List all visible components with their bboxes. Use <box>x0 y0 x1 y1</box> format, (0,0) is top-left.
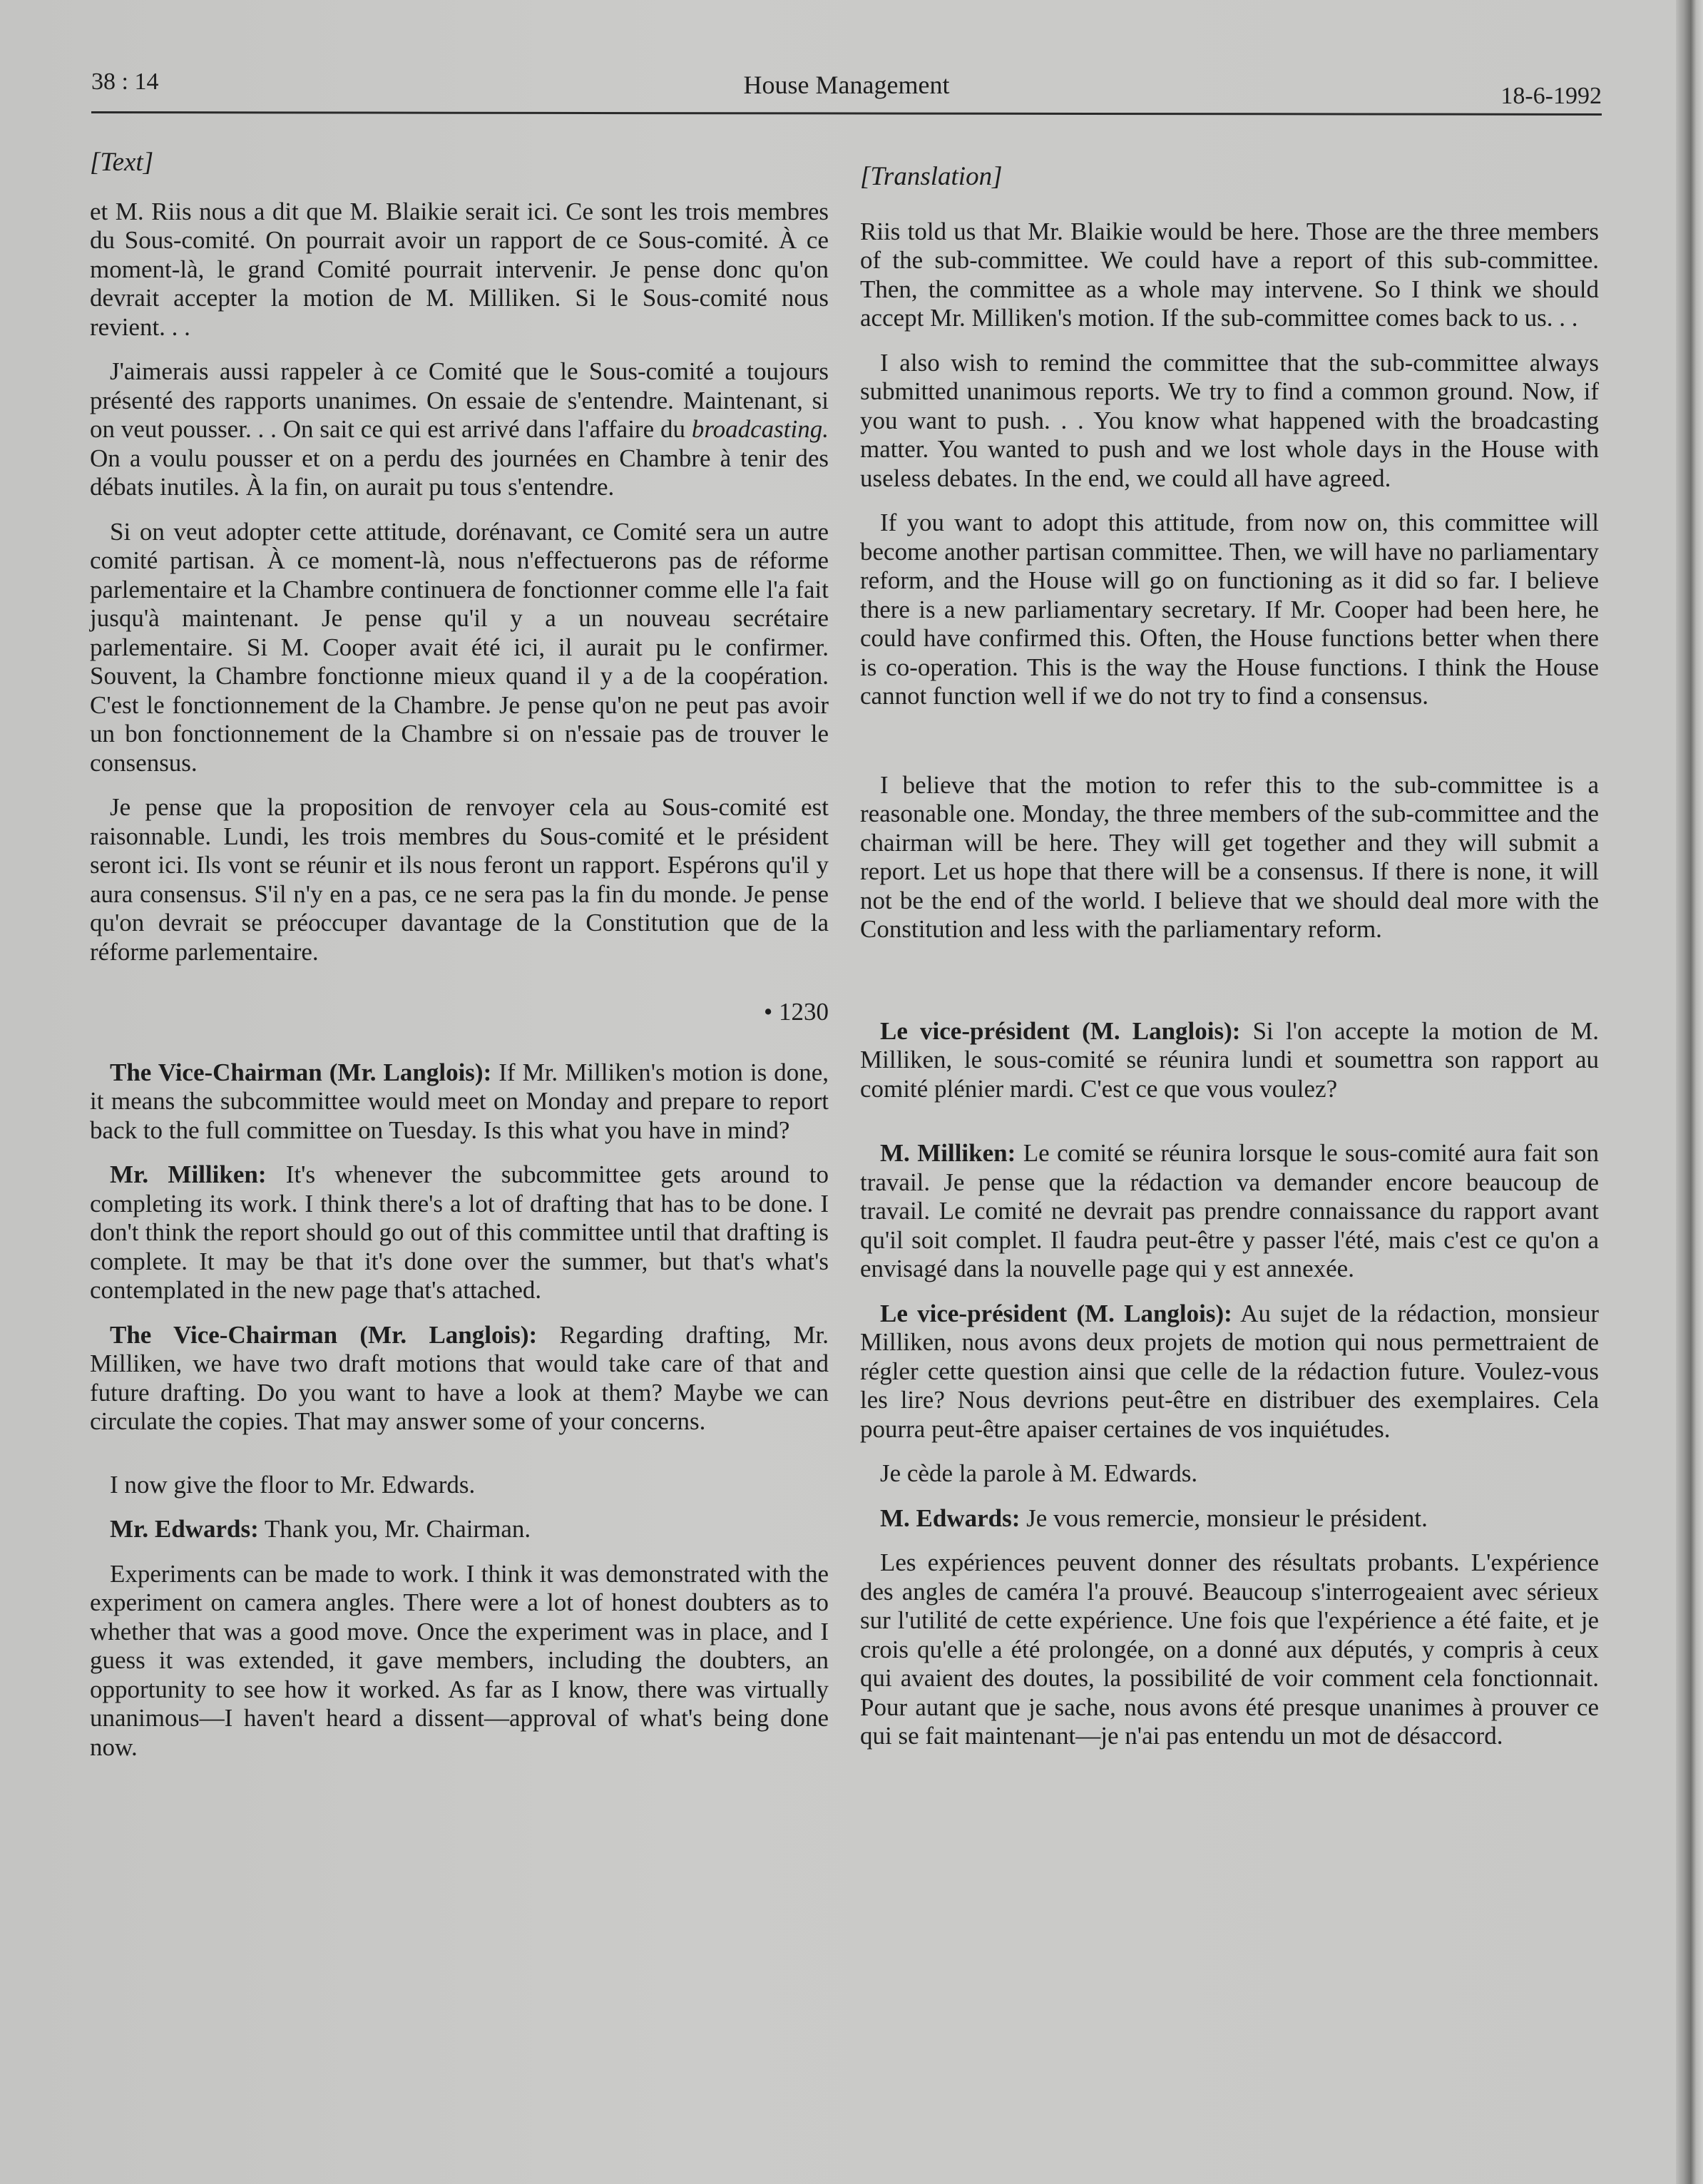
speaker-name: Mr. Milliken: <box>110 1160 267 1188</box>
text-run: On a voulu pousser et on a perdu des journées en Chambre à tenir des débats inutiles. À la fin, on aurait pu tous s'entendre. <box>90 444 829 501</box>
paragraph: I believe that the motion to refer this to the sub-committee is a reasonable one. Monday, the three members of the sub-committee and the chairman will be here. They will get together and they will submit a report. Let us hope that there will be a consensus. If there is none, it will not be the end of the world. I believe that we should deal more with the Constitution and less with the parliamentary reform. <box>860 770 1599 943</box>
speech-text: If Mr. Milliken's motion is done, it means the subcommittee would meet on Monday and prepare to report back to the full committee on Tuesday. Is this what you have in mind? <box>90 1058 829 1144</box>
paragraph: Les expériences peuvent donner des résultats probants. L'expérience des angles de caméra l'a prouvé. Beaucoup s'interrogeaient avec sérieux sur l'utilité de cette expérience. Une fois que l'expérience a été faite, et je crois qu'elle a été prolongée, on a donné aux députés, y compris à ceux qui avaient des doutes, la possibilité de voir comment cela fonctionnait. Pour autant que je sache, nous avons été presque unanimes à prouver ce qui se fait maintenant—je n'ai pas entendu un mot de désaccord. <box>860 1548 1599 1750</box>
speech-text: It's whenever the subcommittee gets around to completing its work. I think there's a lot of drafting that has to be done. I don't think the report should go out of this committee until that drafting is complete. It may be that it's done over the summer, but that's what's contemplated in the new page that's attached. <box>90 1160 829 1304</box>
speech <box>860 1300 1599 1444</box>
speaker-name: M. Milliken: <box>880 1139 1016 1167</box>
page-reference: 38 : 14 <box>91 68 159 95</box>
speech <box>90 1515 829 1544</box>
speech <box>860 1017 1599 1104</box>
speech-text: Le comité se réunira lorsque le sous-comité aura fait son travail. Je pense que la rédaction va demander encore beaucoup de travail. Le comité ne devrait pas prendre connaissance du rapport avant qu'il soit complet. Il faudra peut-être y passer l'été, mais c'est ce qu'on a envisagé dans la nouvelle page qui y est annexée. <box>860 1139 1599 1282</box>
speaker-name: Le vice-président (M. Langlois): <box>880 1299 1232 1327</box>
paragraph: Je cède la parole à M. Edwards. <box>880 1459 1198 1487</box>
paragraph: I also wish to remind the committee that the sub-committee always submitted unanimous reports. We try to find a common ground. Now, if you want to push. . . You know what happened with the broadcasting matter. You wanted to push and we lost whole days in the House with useless debates. In the end, we could all have agreed. <box>860 348 1599 492</box>
date: 18-6-1992 <box>1500 83 1602 109</box>
speaker-name: Mr. Edwards: <box>110 1515 259 1543</box>
speech-text: Au sujet de la rédaction, monsieur Milliken, nous avons deux projets de motion qui nous permettraient de régler cette question ainsi que celle de la rédaction future. Voulez-vous les lire? Nous devrions peut-être en distribuer des exemplaires. Cela pourra peut-être apaiser certaines de vos inquiétudes. <box>860 1299 1599 1443</box>
paragraph: If you want to adopt this attitude, from now on, this committee will become another partisan committee. Then, we will have no parliamentary reform, and the House will go on functioning as it did so far. I believe there is a new parliamentary secretary. If Mr. Cooper had been here, he could have confirmed this. Often, the House functions better when there is co-operation. This is the way the House functions. I think the House cannot function well if we do not try to find a consensus. <box>860 509 1599 710</box>
left-column <box>90 148 829 1777</box>
paragraph: Si on veut adopter cette attitude, dorénavant, ce Comité sera un autre comité partisan. À ce moment-là, nous n'effectuerons pas de réforme parlementaire et la Chambre continuera de fonctionner comme elle l'a fait jusqu'à maintenant. Je pense qu'il y a un nouveau secrétaire parlementaire. Si M. Cooper avait été ici, il aurait pu le confirmer. Souvent, la Chambre fonctionne mieux quand il y a de la coopération. C'est le fonctionnement de la Chambre. Je pense qu'on ne peut pas avoir un bon fonctionnement de la Chambre si on n'essaie pas de trouver le consensus. <box>90 517 829 777</box>
paragraph <box>90 357 829 502</box>
speech-text: Thank you, Mr. Chairman. <box>258 1515 531 1543</box>
text-tag: [Text] <box>90 148 154 177</box>
paragraph: Riis told us that Mr. Blaikie would be here. Those are the three members of the sub-committee. We could have a report of this sub-committee. Then, the committee as a whole may intervene. So I think we should accept Mr. Milliken's motion. If the sub-committee comes back to us. . . <box>860 217 1599 332</box>
speaker-name: The Vice-Chairman (Mr. Langlois): <box>110 1058 492 1086</box>
speech <box>90 1160 829 1305</box>
speech-text: Je vous remercie, monsieur le président. <box>1020 1504 1428 1532</box>
paragraph: et M. Riis nous a dit que M. Blaikie serait ici. Ce sont les trois membres du Sous-comité. On pourrait avoir un rapport de ce Sous-comité. À ce moment-là, le grand Comité pourrait intervenir. Je pense donc qu'on devrait accepter la motion de M. Milliken. Si le Sous-comité nous revient. . . <box>90 197 829 341</box>
speech-text: Regarding drafting, Mr. Milliken, we have two draft motions that would take care of that and future drafting. Do you want to have a look at them? Maybe we can circulate the copies. That may answer some of your concerns. <box>90 1320 829 1435</box>
speaker-name: M. Edwards: <box>880 1504 1021 1532</box>
timestamp: • 1230 <box>763 998 829 1026</box>
paragraph: I now give the floor to Mr. Edwards. <box>110 1470 476 1499</box>
running-title: House Management <box>743 71 950 99</box>
speaker-name: The Vice-Chairman (Mr. Langlois): <box>110 1320 538 1349</box>
page-header <box>91 68 1602 116</box>
paragraph: Experiments can be made to work. I think it was demonstrated with the experiment on camera angles. There were a lot of honest doubters as to whether that was a good move. Once the experiment was in place, and I guess it was extended, it gave members, including the doubters, an opportunity to see how it worked. As far as I know, there was virtually unanimous—I haven't heard a dissent—approval of what's being done now. <box>90 1559 829 1761</box>
right-column <box>860 163 1599 1767</box>
paragraph: Je pense que la proposition de renvoyer cela au Sous-comité est raisonnable. Lundi, les trois membres du Sous-comité et le président seront ici. Ils vont se réunir et ils nous feront un rapport. Espérons qu'il y aura consensus. S'il n'y en a pas, ce ne sera pas la fin du monde. Je pense qu'on devrait se préoccuper davantage de la Constitution que de la réforme parlementaire. <box>90 793 829 966</box>
binding-edge <box>1676 0 1703 2184</box>
speech <box>860 1504 1599 1534</box>
speech <box>90 1321 829 1437</box>
speaker-name: Le vice-président (M. Langlois): <box>880 1016 1241 1045</box>
text-run: J'aimerais aussi rappeler à ce Comité que le Sous-comité a toujours présenté des rapports unanimes. On essaie de s'entendre. Maintenant, si on veut pousser. . . On sait ce qui est arrivé dans l'affaire du <box>90 357 829 443</box>
speech-text: Si l'on accepte la motion de M. Milliken, le sous-comité se réunira lundi et soumettra son rapport au comité plénier mardi. C'est ce que vous voulez? <box>860 1016 1599 1103</box>
speech <box>90 1058 829 1145</box>
speech <box>860 1139 1599 1284</box>
translation-tag: [Translation] <box>860 162 1003 191</box>
emphasis: broadcasting. <box>691 415 829 443</box>
